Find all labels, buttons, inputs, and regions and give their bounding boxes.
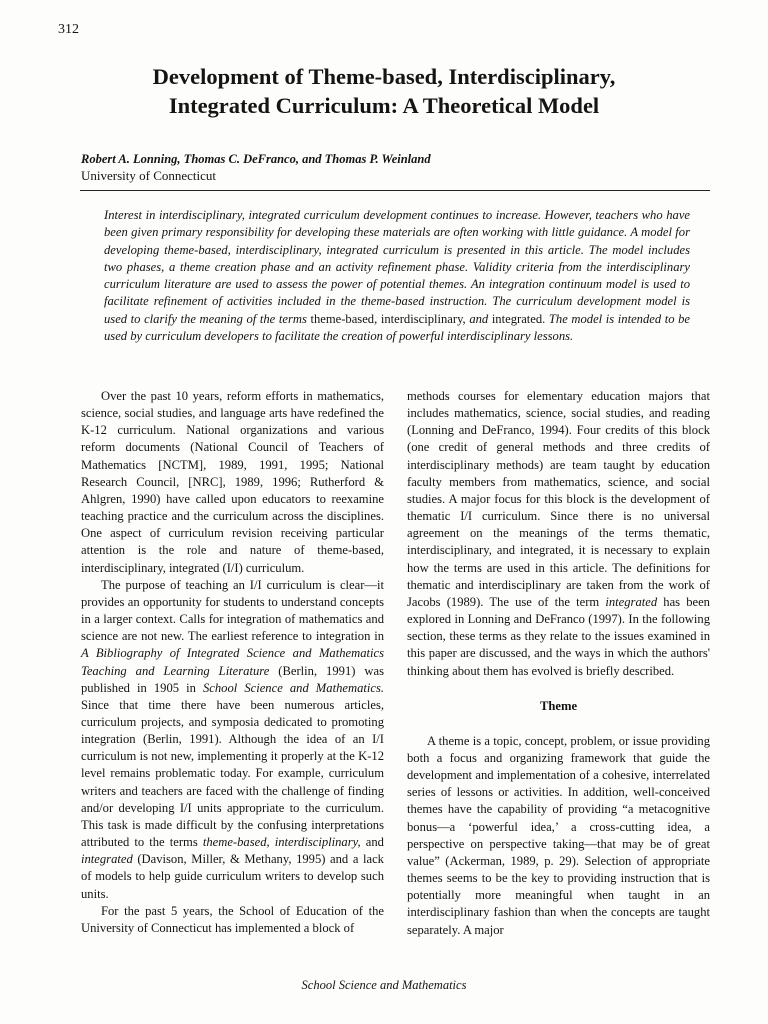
- text-run: and: [365, 835, 384, 850]
- text-run: (Berlin, 1991) was published in 1905 in: [81, 663, 384, 695]
- body-paragraph: For the past 5 years, the School of Education of the University of Connecticut has implemented a block of: [81, 903, 384, 935]
- abstract-integrated: integrated.: [491, 311, 546, 326]
- journal-name: School Science and Mathematics.: [203, 680, 384, 695]
- page-number: 312: [58, 22, 79, 37]
- right-column: [407, 388, 710, 939]
- header-divider: [80, 190, 710, 191]
- affiliation: University of Connecticut: [81, 168, 217, 183]
- text-run: The purpose of teaching an I/I curriculum is clear—it provides an opportunity for students to understand concepts in a larger context. Calls for integration of mathematics and science are not new. The earliest reference to integration in: [81, 577, 384, 644]
- title-line-1: Development of Theme-based, Interdisciplinary,: [152, 64, 616, 89]
- section-heading-theme: Theme: [539, 698, 578, 713]
- journal-footer: School Science and Mathematics: [301, 978, 467, 992]
- left-column: [81, 388, 384, 937]
- article-title: [0, 62, 768, 120]
- text-run: methods courses for elementary education majors that includes mathematics, science, social studies, and reading (Lonning and DeFranco, 1994). Four credits of this block (one credit of general methods and three credits of interdisciplinary methods) are team taught by education faculty members from mathematics, science, and social studies. A major focus for this block is the development of thematic I/I curriculum. Since there is no universal agreement on the meanings of the terms thematic, interdisciplinary, and integrated, it is necessary to explain how the terms are used in this article. The definitions for thematic and interdisciplinary are taken from the work of Jacobs (1989). The use of the term: [407, 389, 710, 609]
- body-paragraph: [407, 388, 710, 680]
- text-run: Since that time there have been numerous articles, curriculum projects, and symposia dedicated to promoting integration (Berlin, 1991). Although the idea of an I/I curriculum is not new, implementing it properly at the K-12 level remains problematic today. For example, curriculum writers and teachers are faced with the challenge of finding and/or developing I/I units appropriate to the curriculum. This task is made difficult by the confusing interpretations attributed to the terms: [81, 697, 384, 850]
- body-paragraph: Over the past 10 years, reform efforts in mathematics, science, social studies, and language arts have redefined the K-12 curriculum. National organizations and various reform documents (National Council of Teachers of Mathematics [NCTM], 1989, 1991, 1995; National Research Council, [NRC], 1989, 1996; Rutherford & Ahlgren, 1990) have called upon educators to reexamine teaching practice and the curriculum across the disciplines. One aspect of curriculum revision receiving particular attention is the role and nature of theme-based, interdisciplinary, integrated (I/I) curriculum.: [81, 389, 384, 575]
- term-emphasis: integrated: [81, 852, 133, 867]
- body-paragraph: A theme is a topic, concept, problem, or issue providing both a focus and organizing framework that guide the development and implementation of a cohesive, interrelated series of lessons or activities. In addition, well-conceived themes have the capability of providing “a metacognitive bonus—a ‘powerful idea,’ a cross-cutting idea, a perspective on perspective taking—that may be of great value” (Ackerman, 1989, p. 29). Selection of appropriate themes seems to be the key to providing instruction that is potentially more meaningful when taught in an interdisciplinary fashion than when the concepts are taught separately. A major: [407, 733, 710, 937]
- term-emphasis: theme-based, interdisciplinary,: [202, 835, 361, 850]
- author-list: Robert A. Lonning, Thomas C. DeFranco, and Thomas P. Weinland: [81, 152, 431, 166]
- abstract: [104, 207, 690, 345]
- abstract-terms: theme-based, interdisciplinary,: [310, 311, 466, 326]
- body-paragraph: [81, 577, 384, 903]
- text-run: has been explored in Lonning and DeFranco (1997). In the following section, these terms as they relate to the issues examined in this paper are discussed, and the ways in which the authors' thinking about them has evolved is briefly described.: [407, 594, 710, 678]
- citation-title: A Bibliography of Integrated Science and Mathematics Teaching and Learning Literature: [81, 646, 384, 678]
- text-run: (Davison, Miller, & Methany, 1995) and a lack of models to help guide curriculum writers to develop such units.: [81, 852, 384, 901]
- abstract-text-2: The model is intended to be used by curriculum developers to facilitate the creation of powerful interdisciplinary lessons.: [104, 311, 691, 344]
- title-line-2: Integrated Curriculum: A Theoretical Model: [168, 93, 600, 118]
- abstract-text-1: Interest in interdisciplinary, integrated curriculum development continues to increase. However, teachers who have been given primary responsibility for developing these materials are often working with little guidance. A model for developing theme-based, interdisciplinary, integrated curriculum is presented in this article. The model includes two phases, a theme creation phase and an activity refinement phase. Validity criteria from the interdisciplinary curriculum literature are used to assess the power of potential themes. An integration continuum model is used to facilitate refinement of activities included in the theme-based instruction. The curriculum development model is used to clarify the meaning of the terms: [104, 208, 690, 326]
- abstract-and: and: [469, 311, 489, 326]
- term-emphasis: integrated: [605, 594, 658, 609]
